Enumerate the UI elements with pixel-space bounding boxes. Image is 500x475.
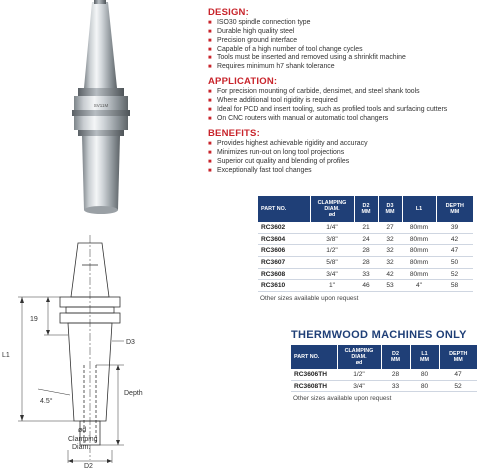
dim-depth: Depth <box>124 390 143 397</box>
spec-table-wrap <box>258 196 473 302</box>
cell-d2: 24 <box>354 233 378 245</box>
cell-part: RC3607 <box>258 257 310 269</box>
cell-clamp: 5/8" <box>310 257 354 269</box>
col-d3-l2: MM <box>385 209 395 215</box>
cell-part: RC3602 <box>258 222 310 233</box>
benefits-item <box>208 149 498 158</box>
benefits-item-text: Superior cut quality and blending of profiles <box>217 157 350 165</box>
design-item-text: Precision ground interface <box>217 36 298 44</box>
design-item <box>208 46 498 55</box>
col-d3 <box>378 196 402 222</box>
dim-d2: D2 <box>84 463 93 470</box>
application-item-text: Ideal for PCD and insert tooling, such as profiled tools and surfacing cutters <box>217 105 448 113</box>
cell-part: RC3608 <box>258 268 310 280</box>
bullet-square-icon: ■ <box>208 167 212 174</box>
application-item <box>208 106 498 115</box>
design-section <box>208 7 498 72</box>
design-item <box>208 54 498 63</box>
cell-l1: 80mm <box>402 233 436 245</box>
tm-col-d2 <box>381 345 410 369</box>
dim-angle: 4.5° <box>40 398 53 405</box>
design-list <box>208 19 498 72</box>
cell-clamp: 1/2" <box>337 369 381 380</box>
bullet-square-icon: ■ <box>208 149 212 156</box>
design-item <box>208 28 498 37</box>
table-row <box>291 380 477 392</box>
tm-col-part-no: PART NO. <box>291 345 337 369</box>
table-row <box>258 268 473 280</box>
design-item-text: Capable of a high number of tool change cycles <box>217 45 363 53</box>
benefits-item-text: Minimizes run-out on long tool projections <box>217 148 345 156</box>
design-item-text: ISO30 spindle connection type <box>217 19 311 26</box>
cell-depth: 42 <box>436 233 473 245</box>
col-part-no: PART NO. <box>258 196 310 222</box>
benefits-item <box>208 140 498 149</box>
tm-col-clamping-l1: CLAMPING <box>344 348 374 354</box>
benefits-item <box>208 158 498 167</box>
thermwood-table-body <box>291 369 477 392</box>
application-list <box>208 88 498 123</box>
bullet-square-icon: ■ <box>208 37 212 44</box>
design-item-text: Durable high quality steel <box>217 27 295 35</box>
bullet-square-icon: ■ <box>208 20 212 26</box>
col-d2 <box>354 196 378 222</box>
benefits-title: BENEFITS: <box>208 128 260 139</box>
dim-od: ød <box>78 427 87 434</box>
spec-table-note: Other sizes available upon request <box>260 295 359 303</box>
cell-l1: 80 <box>410 369 439 380</box>
tm-col-l1 <box>410 345 439 369</box>
cell-d2: 33 <box>354 268 378 280</box>
cell-d3: 42 <box>378 268 402 280</box>
technical-drawing <box>0 235 200 470</box>
cell-clamp: 1" <box>310 280 354 292</box>
application-item-text: For precision mounting of carbide, densimet, and steel shank tools <box>217 88 420 95</box>
cell-clamp: 1/4" <box>310 222 354 233</box>
benefits-section <box>208 128 498 175</box>
design-item <box>208 19 498 28</box>
col-depth-l2: MM <box>450 209 460 215</box>
cell-depth: 47 <box>436 245 473 257</box>
col-d3-l1: D3 <box>386 203 394 209</box>
thermwood-table <box>291 345 477 392</box>
col-depth-l1: DEPTH <box>445 203 464 209</box>
col-depth <box>436 196 473 222</box>
design-item <box>208 37 498 46</box>
benefits-item-text: Provides highest achievable rigidity and accuracy <box>217 140 368 147</box>
tm-col-d2-l2: MM <box>391 357 400 363</box>
table-row <box>291 369 477 380</box>
cell-depth: 39 <box>436 222 473 233</box>
cell-clamp: 3/8" <box>310 233 354 245</box>
benefits-item-text: Exceptionally fast tool changes <box>217 166 312 174</box>
cell-part: RC3604 <box>258 233 310 245</box>
dim-19: 19 <box>30 316 38 323</box>
thermwood-title: THERMWOOD MACHINES ONLY <box>291 329 467 341</box>
col-d2-l2: MM <box>361 209 371 215</box>
cell-clamp: 3/4" <box>337 380 381 392</box>
spec-table <box>258 196 473 292</box>
application-item-text: Where additional tool rigidity is required <box>217 96 338 104</box>
dim-l1: L1 <box>2 352 10 359</box>
tm-col-depth <box>439 345 477 369</box>
dim-clamping-l2: Diam. <box>72 444 91 451</box>
thermwood-table-note: Other sizes available upon request <box>293 395 392 403</box>
tm-col-depth-l2: MM <box>453 357 463 363</box>
tm-col-l1-l2: MM <box>420 357 429 363</box>
bullet-square-icon: ■ <box>208 106 212 113</box>
tm-col-clamping-l3: ød <box>355 360 363 366</box>
cell-depth: 47 <box>439 369 477 380</box>
col-clamping-l1: CLAMPING <box>317 200 347 206</box>
cell-depth: 52 <box>436 268 473 280</box>
design-item-text: Requires minimum h7 shank tolerance <box>217 63 335 71</box>
bullet-square-icon: ■ <box>208 55 212 62</box>
bullet-square-icon: ■ <box>208 64 212 71</box>
cell-l1: 80mm <box>402 245 436 257</box>
cell-l1: 80mm <box>402 257 436 269</box>
cell-d3: 32 <box>378 233 402 245</box>
col-clamping-l2: DIAM. <box>324 206 340 212</box>
cell-part: RC3610 <box>258 280 310 292</box>
cell-depth: 52 <box>439 380 477 392</box>
cell-part: RC3606 <box>258 245 310 257</box>
design-item <box>208 63 498 72</box>
table-row <box>258 245 473 257</box>
tm-col-d2-l1: D2 <box>392 351 399 357</box>
cell-d3: 32 <box>378 245 402 257</box>
cell-d3: 53 <box>378 280 402 292</box>
thermwood-table-wrap <box>291 345 477 402</box>
cell-d2: 46 <box>354 280 378 292</box>
cell-part: RC3608TH <box>291 380 337 392</box>
cell-clamp: 3/4" <box>310 268 354 280</box>
dim-d3: D3 <box>126 339 135 346</box>
cell-l1: 80mm <box>402 222 436 233</box>
bullet-square-icon: ■ <box>208 141 212 147</box>
bullet-square-icon: ■ <box>208 46 212 53</box>
application-item-text: On CNC routers with manual or automatic tool changers <box>217 114 389 122</box>
cell-d2: 21 <box>354 222 378 233</box>
tm-col-depth-l1: DEPTH <box>449 351 468 357</box>
tool-holder-photo <box>0 0 200 220</box>
col-clamping <box>310 196 354 222</box>
spec-table-body <box>258 222 473 292</box>
table-row <box>258 233 473 245</box>
col-clamping-l3: ød <box>328 212 336 218</box>
cell-d2: 28 <box>354 257 378 269</box>
application-item <box>208 115 498 124</box>
design-item-text: Tools must be inserted and removed using a shrinkfit machine <box>217 54 406 62</box>
cell-d3: 32 <box>378 257 402 269</box>
bullet-square-icon: ■ <box>208 115 212 122</box>
benefits-list <box>208 140 498 175</box>
bullet-square-icon: ■ <box>208 158 212 165</box>
application-item <box>208 88 498 97</box>
cell-clamp: 1/2" <box>310 245 354 257</box>
col-l1: L1 <box>402 196 436 222</box>
tm-col-l1-l1: L1 <box>421 351 428 357</box>
cell-depth: 50 <box>436 257 473 269</box>
cell-d2: 28 <box>381 369 410 380</box>
cell-d2: 28 <box>354 245 378 257</box>
dim-clamping-l1: Clamping <box>68 436 98 443</box>
application-section <box>208 76 498 123</box>
cell-l1: 80 <box>410 380 439 392</box>
bullet-square-icon: ■ <box>208 28 212 35</box>
cell-d2: 33 <box>381 380 410 392</box>
application-item <box>208 97 498 106</box>
photo-marking: SV11M <box>93 103 109 108</box>
cell-l1: 4" <box>402 280 436 292</box>
tm-col-clamping <box>337 345 381 369</box>
benefits-item <box>208 167 498 176</box>
tm-col-clamping-l2: DIAM. <box>351 354 367 360</box>
cell-d3: 27 <box>378 222 402 233</box>
table-row <box>258 222 473 233</box>
application-title: APPLICATION: <box>208 76 278 87</box>
bullet-square-icon: ■ <box>208 89 212 95</box>
cell-part: RC3606TH <box>291 369 337 380</box>
table-row <box>258 257 473 269</box>
cell-depth: 58 <box>436 280 473 292</box>
col-d2-l1: D2 <box>362 203 370 209</box>
table-row <box>258 280 473 292</box>
cell-l1: 80mm <box>402 268 436 280</box>
design-title: DESIGN: <box>208 7 249 18</box>
bullet-square-icon: ■ <box>208 97 212 104</box>
